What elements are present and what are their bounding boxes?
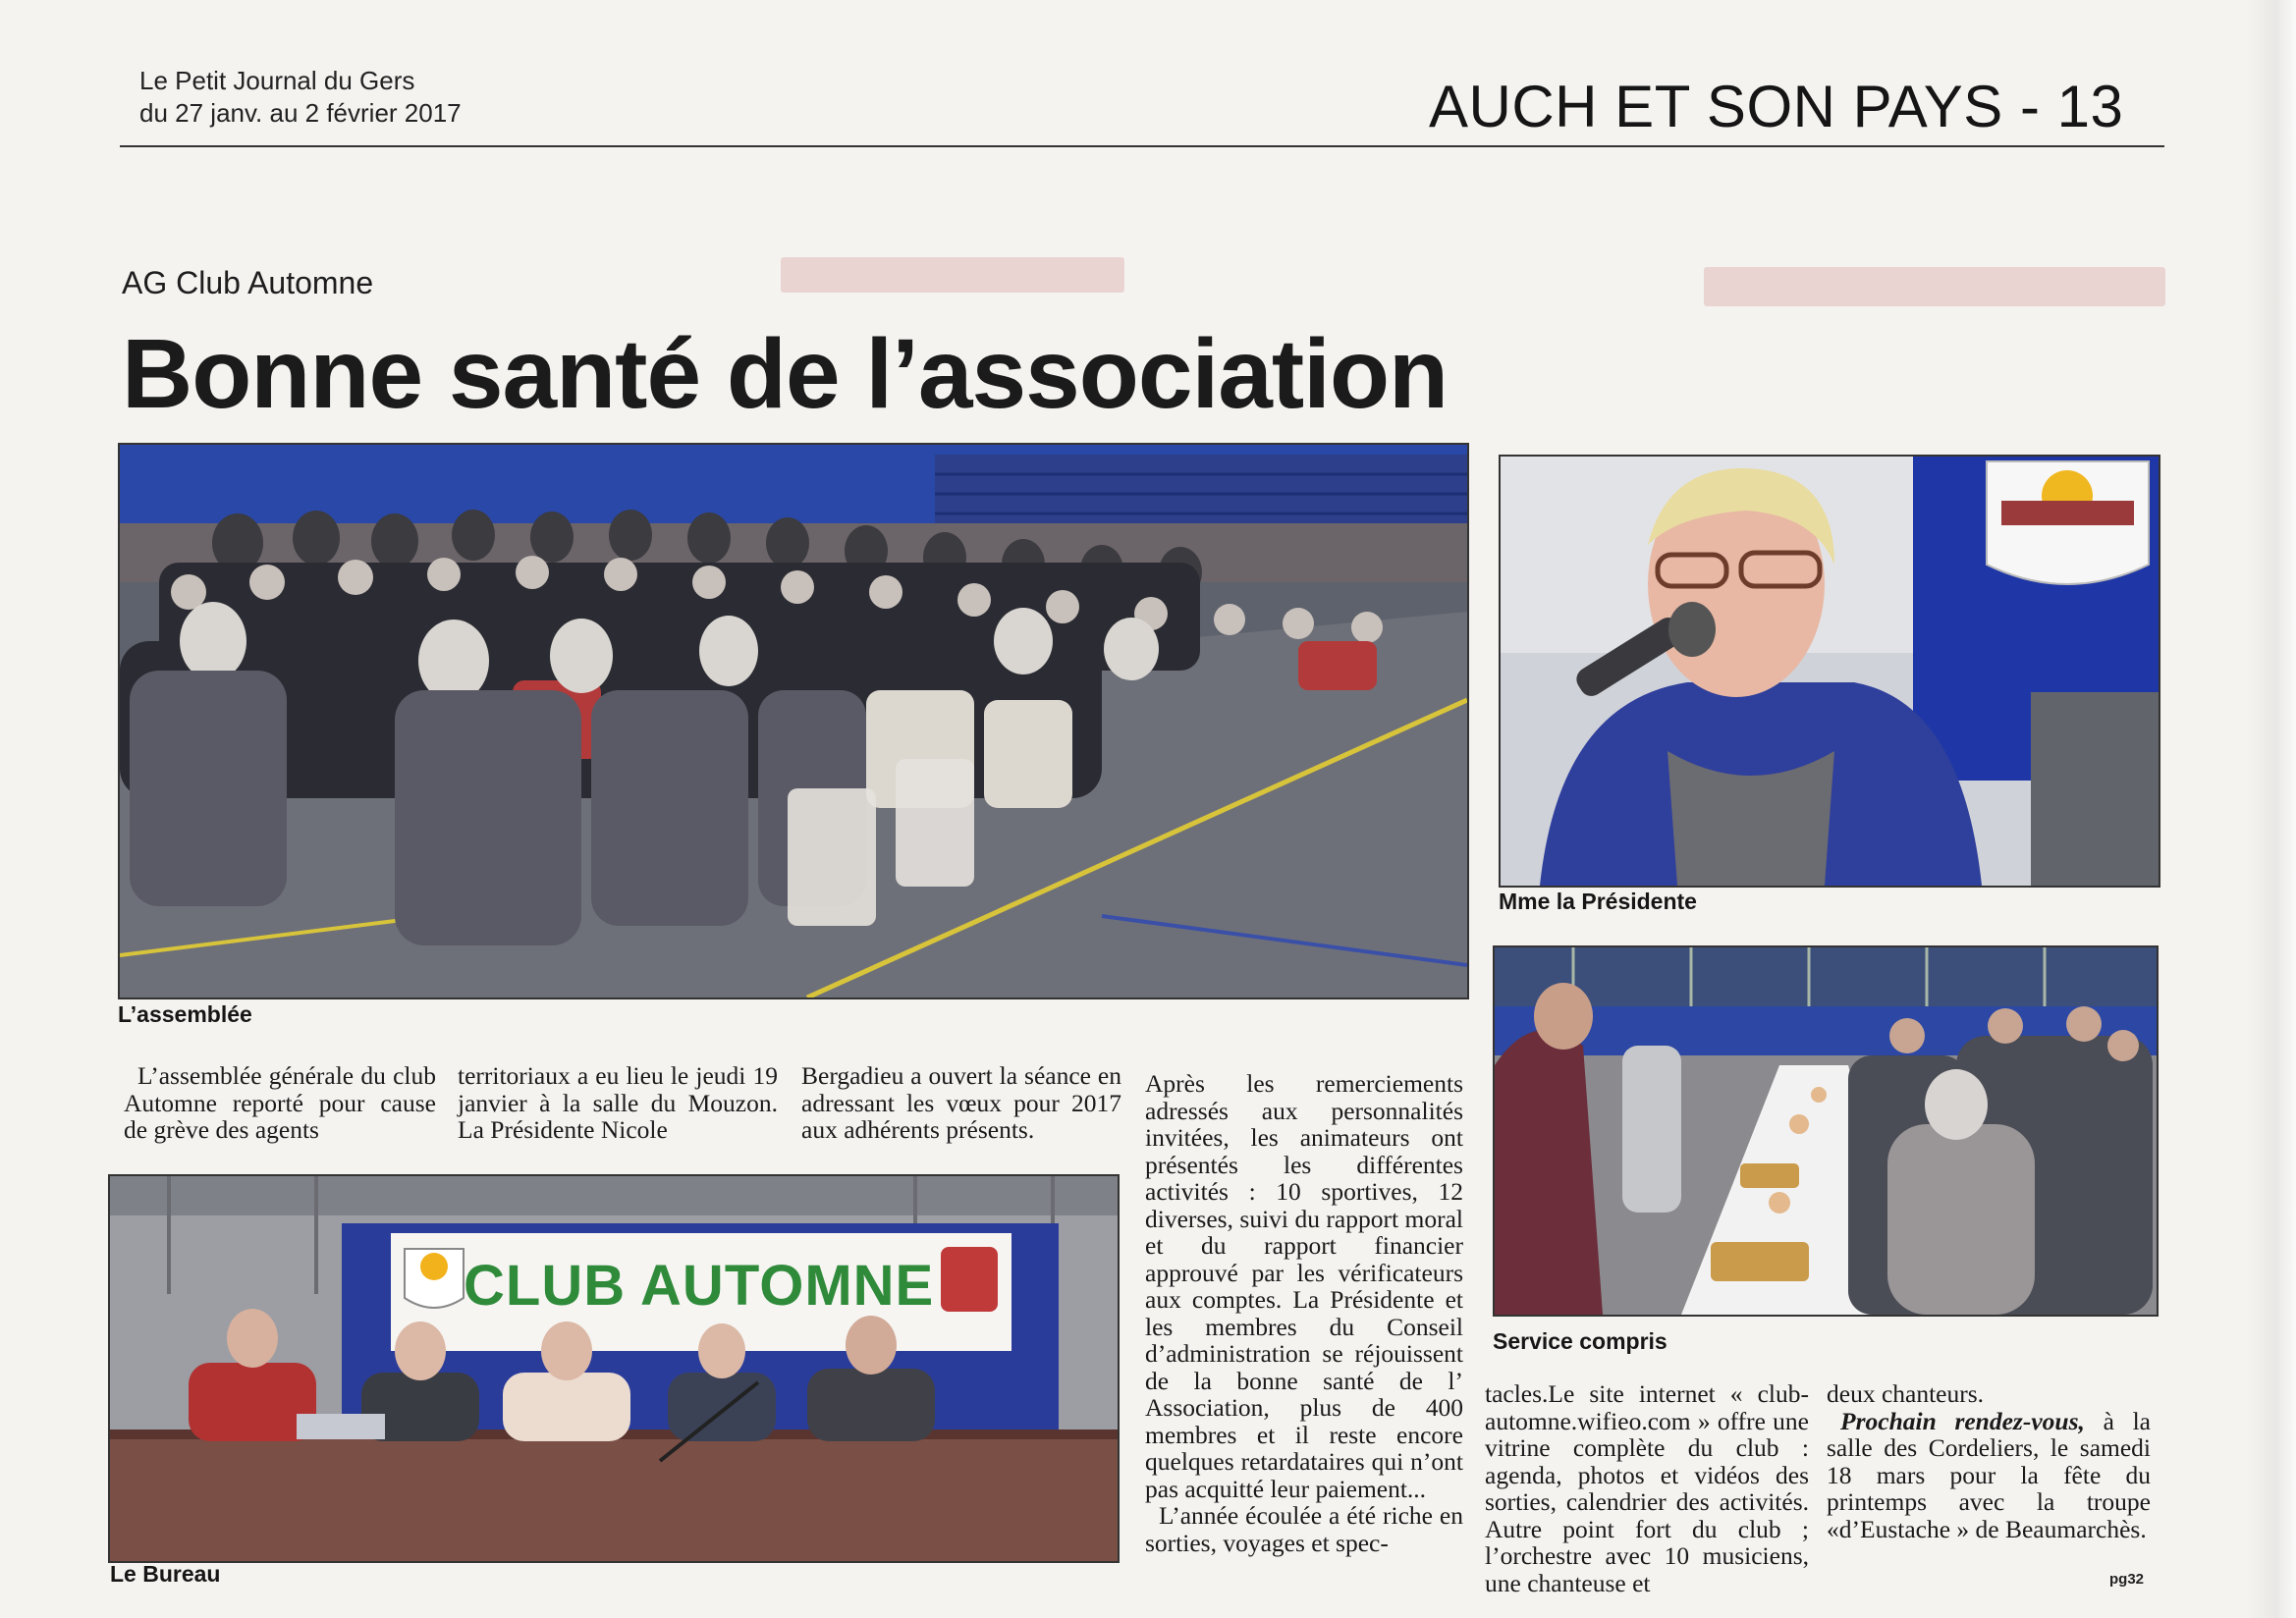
next-meeting-lead: Prochain rendez-vous,: [1840, 1406, 2085, 1435]
article-column-4: [1145, 1070, 1463, 1556]
next-meeting-text: à la salle des Cordeliers, le samedi 18 mars pour la fête du printemps avec la troupe «d’Eustache » de Beaumarchès.: [1827, 1406, 2151, 1543]
page-edge: [2247, 0, 2296, 1618]
article-paragraph: deux chanteurs.: [1827, 1379, 1985, 1408]
service-caption: Service compris: [1493, 1328, 1667, 1354]
article-headline: Bonne santé de l’association: [122, 319, 1449, 429]
club-banner-text: CLUB AUTOMNE: [464, 1254, 935, 1318]
article-paragraph: Après les remerciements adressés aux personnalités invitées, les animateurs ont présentés les différentes activités : 10 sportives, 12 diverses, suivi du rapport moral et du rapport financier approuvé par les vérificateurs aux comptes. La Présidente et les membres du Conseil d’administration se réjouissent de la bonne santé de l’ Association, plus de 400 membres et il reste encore quelques retardataires qui n’ont pas acquitté leur paiement...: [1145, 1069, 1463, 1503]
section-title: AUCH ET SON PAYS - 13: [1429, 74, 2124, 139]
issue-date: du 27 janv. au 2 février 2017: [139, 98, 462, 128]
header-rule: [120, 145, 2164, 147]
article-paragraph: [1827, 1408, 2151, 1543]
article-column-3: [801, 1062, 1121, 1144]
article-kicker: AG Club Automne: [122, 265, 374, 300]
bureau-caption: Le Bureau: [110, 1561, 221, 1587]
article-paragraph: L’assemblée générale du club Automne reporté pour cause de grève des agents: [124, 1061, 436, 1144]
service-photo: [1493, 945, 2159, 1317]
page-folio: pg32: [2109, 1571, 2145, 1588]
article-column-2: [458, 1062, 778, 1144]
bleed-through-bar: [1704, 267, 2165, 306]
publication-name: Le Petit Journal du Gers: [139, 66, 415, 95]
article-column-5: [1485, 1380, 1809, 1596]
assembly-photo: [118, 443, 1469, 999]
president-photo: [1499, 455, 2160, 888]
article-paragraph: Bergadieu a ouvert la séance en adressant les vœux pour 2017 aux adhérents présents.: [801, 1061, 1121, 1144]
article-column-6: [1827, 1380, 2151, 1542]
bureau-photo: [108, 1174, 1120, 1563]
article-paragraph: territoriaux a eu lieu le jeudi 19 janvier à la salle du Mouzon. La Présidente Nicole: [458, 1061, 778, 1144]
bleed-through-bar: [781, 257, 1124, 293]
article-paragraph: tacles.Le site internet « club-automne.wifieo.com » offre une vitrine complète du club : agenda, photos et vidéos des sorties, calendrier des activités. Autre point fort du club ; l’orchestre avec 10 musiciens, une chanteuse et: [1485, 1379, 1809, 1597]
article-paragraph: L’année écoulée a été riche en sorties, voyages et spec-: [1145, 1501, 1463, 1557]
assembly-caption: L’assemblée: [118, 1001, 252, 1027]
masthead-left: [139, 65, 462, 130]
article-column-1: [124, 1062, 436, 1144]
president-caption: Mme la Présidente: [1499, 889, 1697, 914]
